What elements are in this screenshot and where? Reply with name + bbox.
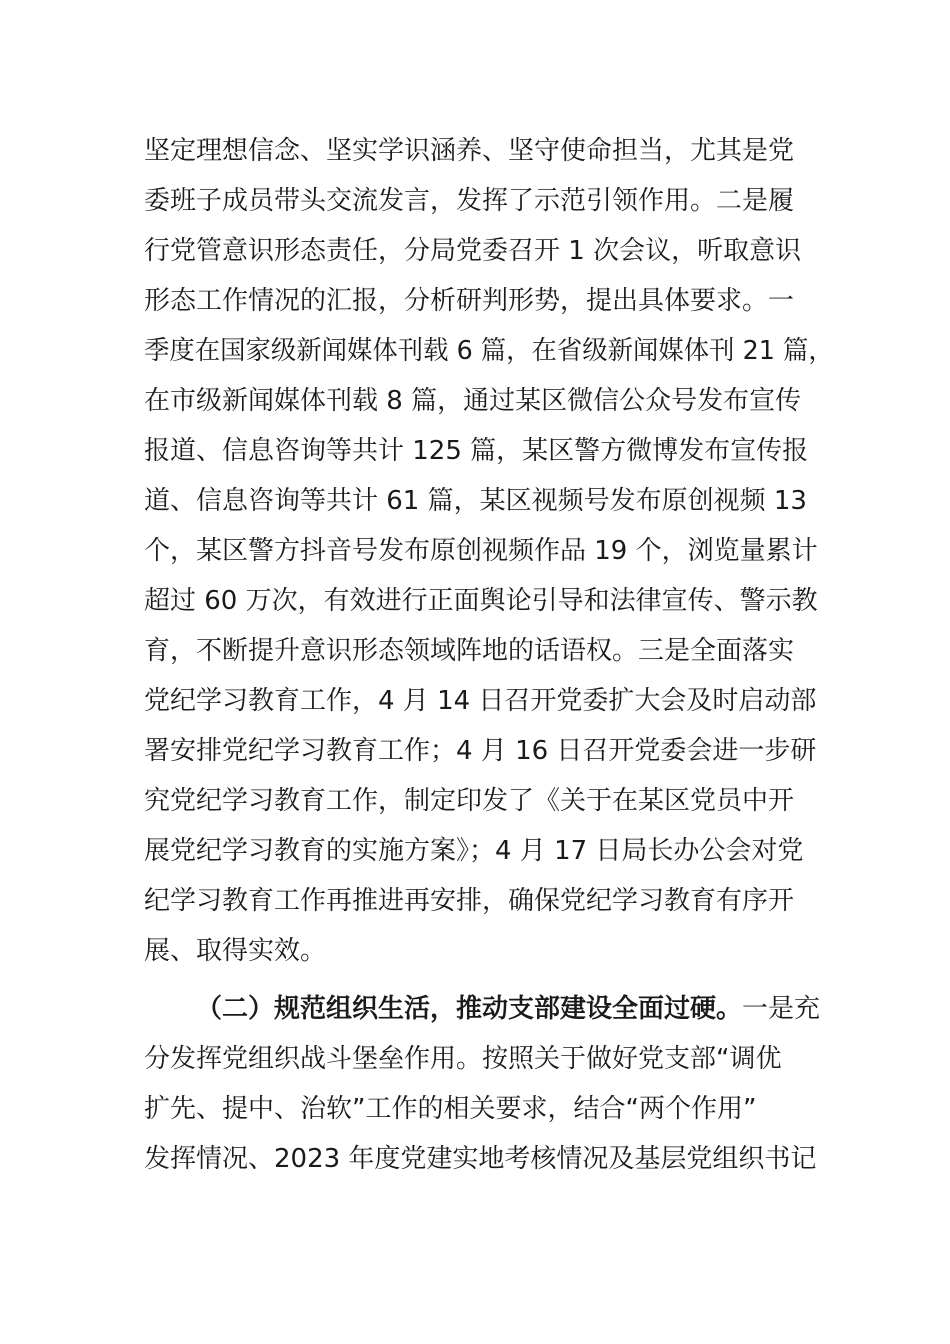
text-line: 纪学习教育工作再推进再安排，确保党纪学习教育有序开 bbox=[144, 886, 795, 916]
text-line: 党纪学习教育工作，4 月 14 日召开党委扩大会及时启动部 bbox=[144, 686, 817, 716]
paragraph-1 bbox=[144, 126, 834, 976]
text-line: 委班子成员带头交流发言，发挥了示范引领作用。二是履 bbox=[144, 186, 795, 216]
text-line: 育，不断提升意识形态领域阵地的话语权。三是全面落实 bbox=[144, 636, 795, 666]
text-line: 超过 60 万次，有效进行正面舆论引导和法律宣传、警示教 bbox=[144, 586, 818, 616]
text-line: 报道、信息咨询等共计 125 篇，某区警方微博发布宣传报 bbox=[144, 436, 809, 466]
text-line: 发挥情况、2023 年度党建实地考核情况及基层党组织书记 bbox=[144, 1144, 817, 1174]
text-line: 展党纪学习教育的实施方案》；4 月 17 日局长办公会对党 bbox=[144, 836, 804, 866]
text-line-rest: 一是充 bbox=[742, 994, 821, 1024]
section-heading: （二）规范组织生活，推动支部建设全面过硬。 bbox=[196, 994, 743, 1024]
text-line: 道、信息咨询等共计 61 篇，某区视频号发布原创视频 13 bbox=[144, 486, 807, 516]
text-line: 坚定理想信念、坚实学识涵养、坚守使命担当，尤其是党 bbox=[144, 136, 795, 166]
text-line: 展、取得实效。 bbox=[144, 936, 327, 966]
paragraph-2 bbox=[144, 984, 821, 1184]
paragraph-2-first-line bbox=[144, 984, 821, 1034]
text-line: 扩先、提中、治软”工作的相关要求，结合“两个作用” bbox=[144, 1094, 757, 1124]
text-line: 署安排党纪学习教育工作；4 月 16 日召开党委会进一步研 bbox=[144, 736, 817, 766]
text-line: 季度在国家级新闻媒体刊载 6 篇，在省级新闻媒体刊 21 篇， bbox=[144, 336, 834, 366]
text-line: 分发挥党组织战斗堡垒作用。按照关于做好党支部“调优 bbox=[144, 1044, 782, 1074]
text-line: 行党管意识形态责任，分局党委召开 1 次会议，听取意识 bbox=[144, 236, 802, 266]
text-line: 个，某区警方抖音号发布原创视频作品 19 个，浏览量累计 bbox=[144, 536, 818, 566]
text-line: 形态工作情况的汇报，分析研判形势，提出具体要求。一 bbox=[144, 286, 795, 316]
text-line: 在市级新闻媒体刊载 8 篇，通过某区微信公众号发布宣传 bbox=[144, 386, 802, 416]
text-line: 究党纪学习教育工作，制定印发了《关于在某区党员中开 bbox=[144, 786, 795, 816]
